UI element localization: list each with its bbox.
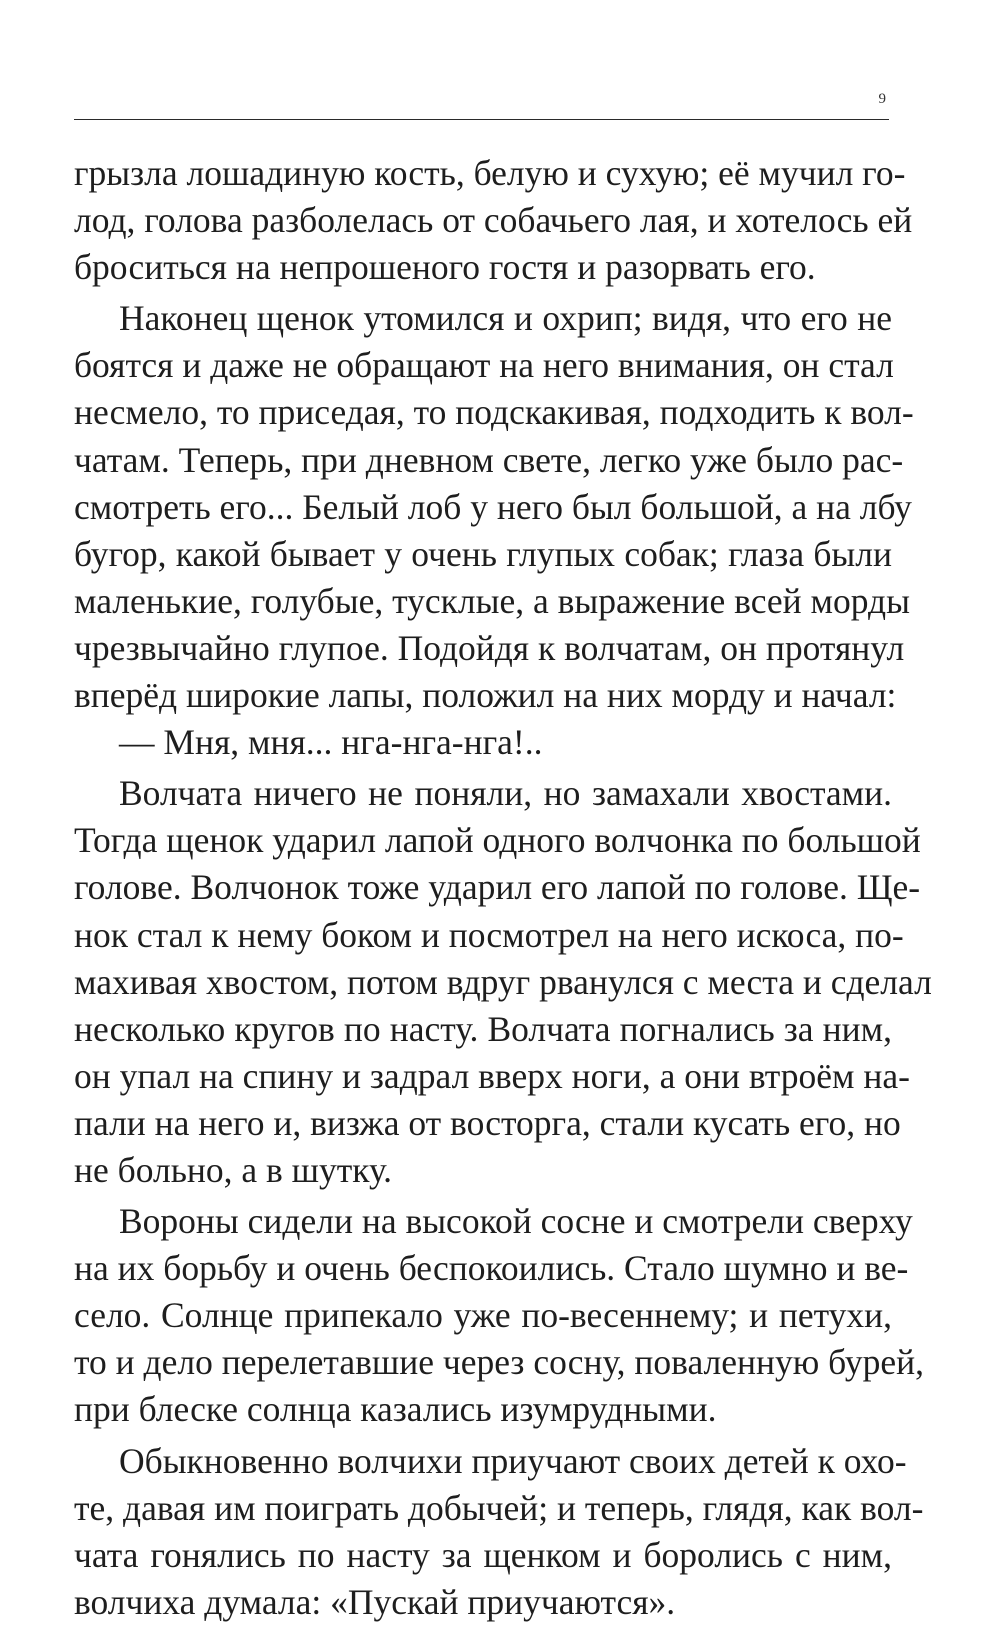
text-line: не больно, а в шутку. [74,1149,393,1190]
header-rule [74,119,889,120]
text-line: то и дело перелетавшие через сосну, поваленную бурей, [74,1342,924,1383]
page-number: 9 [878,91,886,107]
paragraph-2 [74,295,914,719]
text-line: броситься на непрошеного гостя и разорвать его. [74,247,816,288]
text-line: пали на него и, визжа от восторга, стали кусать его, но [74,1102,901,1143]
text-line: несмело, то приседая, то подскакивая, подходить к вол- [74,392,914,433]
text-line: он упал на спину и задрал вверх ноги, а они втроём на- [74,1055,910,1096]
text-line: махивая хвостом, потом вдруг рванулся с места и сделал [74,961,932,1002]
text-line: Волчата ничего не поняли, но замахали хвостами. [119,773,892,814]
text-line: чатам. Теперь, при дневном свете, легко уже было рас- [74,439,904,480]
text-line: чрезвычайно глупое. Подойдя к волчатам, он протянул [74,627,905,668]
text-line: голове. Волчонок тоже ударил его лапой по голове. Ще- [74,867,921,908]
text-line: несколько кругов по насту. Волчата погнались за ним, [74,1008,892,1049]
text-line: вперёд широкие лапы, положил на них морду и начал: [74,675,897,716]
text-line: грызла лошадиную кость, белую и сухую; её мучил го- [74,153,906,193]
paragraph-4 [74,770,932,1194]
paragraph-6 [74,1438,924,1626]
text-line: смотреть его... Белый лоб у него был большой, а на лбу [74,486,912,527]
text-line: Тогда щенок ударил лапой одного волчонка по большой [74,820,921,861]
text-line: нок стал к нему боком и посмотрел на него искоса, по- [74,914,904,955]
paragraph-1 [74,150,913,291]
text-line: чата гонялись по насту за щенком и боролись с ним, [74,1534,892,1575]
text-line: боятся и даже не обращают на него внимания, он стал [74,345,894,386]
text-line: Обыкновенно волчихи приучают своих детей к охо- [119,1440,907,1481]
body-text [74,150,932,1626]
paragraph-3-dialogue [74,719,892,766]
text-line: на их борьбу и очень беспокоились. Стало шумно и ве- [74,1248,909,1289]
text-line: Наконец щенок утомился и охрип; видя, что его не [119,298,892,339]
text-line: те, давая им поиграть добычей; и теперь, глядя, как вол- [74,1487,924,1528]
text-line: село. Солнце припекало уже по-весеннему; и петухи, [74,1295,892,1336]
paragraph-5 [74,1198,924,1433]
text-line: Вороны сидели на высокой сосне и смотрели сверху [119,1201,913,1242]
text-line: бугор, какой бывает у очень глупых собак; глаза были [74,533,892,574]
text-line: волчиха думала: «Пускай приучаются». [74,1581,676,1622]
text-line: маленькие, голубые, тусклые, а выражение всей морды [74,580,910,621]
text-line: при блеске солнца казались изумрудными. [74,1389,717,1430]
text-line: лод, голова разболелась от собачьего лая, и хотелось ей [74,200,913,241]
dialogue-line: — Мня, мня... нга-нга-нга!.. [119,722,543,763]
